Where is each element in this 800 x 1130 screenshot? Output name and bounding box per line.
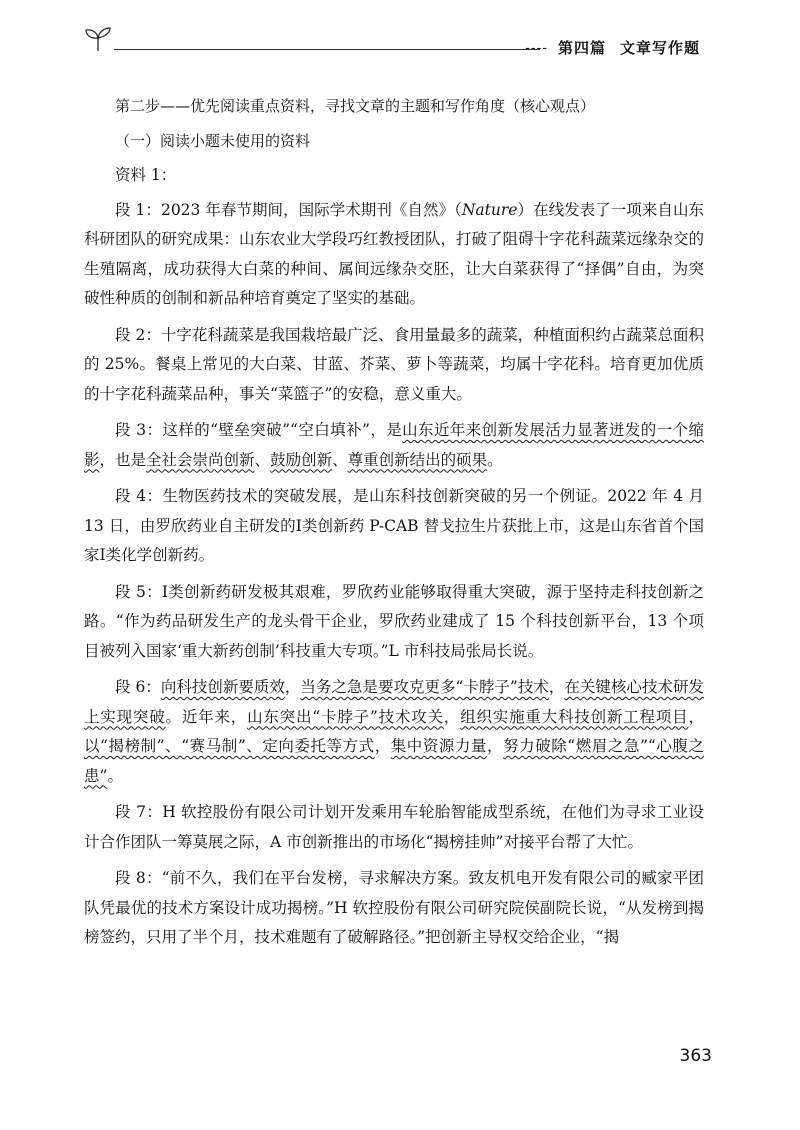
section-title — [558, 37, 700, 58]
header-dashes: ---- — [525, 41, 548, 56]
p3-underline-3: 鼓励创新 — [270, 450, 333, 469]
p6-underline-3: 在关键核心技术研发上实现突破 — [84, 678, 704, 726]
p6-text-o: ， — [487, 737, 504, 755]
paragraph-2: 段 2：十字花科蔬菜是我国栽培最广泛、食用量最多的蔬菜，种植面积约占蔬菜总面积的 25%。餐桌上常见的大白菜、甘蓝、芥菜、萝卜等蔬菜，均属十字花科。培育更加优质的十字花科蔬菜品种，事关“菜篮子”的安稳，意义重大。 — [84, 325, 704, 403]
paragraph-4: 段 4：生物医药技术的突破发展，是山东科技创新突破的另一个例证。2022 年 4 月 13 日，由罗欣药业自主研发的Ⅰ类创新药 P-CAB 替戈拉生片获批上市，这是山东省首个国家Ⅰ类化学创新药。 — [84, 487, 704, 564]
p6-text-m: ， — [374, 737, 391, 755]
paragraph-3 — [84, 416, 704, 475]
step-heading: 第二步——优先阅读重点资料，寻找文章的主题和写作角度（核心观点） — [115, 97, 596, 115]
p3-text-e: 、 — [254, 450, 271, 469]
page-number: 363 — [679, 1046, 712, 1066]
p6-text-e: ， — [548, 678, 565, 696]
p3-text-a: 段 3：这样的“壁垒突破”“空白填补”，是 — [115, 421, 403, 439]
page-body — [84, 92, 704, 960]
p3-underline-4: 尊重创新结出的硕果 — [347, 450, 488, 469]
paragraph-8: 段 8：“前不久，我们在平台发榜，寻求解决方案。致友机电开发有限公司的臧家平团队凭最优的技术方案设计成功揭榜。”H 软控股份有限公司研究院侯副院长说，“从发榜到揭榜签约，只用了半个月，技术难题有了破解路径。”把创新主导权交给企业，“揭 — [84, 869, 704, 946]
header-rule — [114, 49, 540, 50]
p1-text-a: 段 1：2023 年春节期间，国际学术期刊《自然》（ — [115, 200, 462, 219]
p6-underline-6: 以“揭榜制”、“赛马制”、定向委托等方式 — [84, 737, 375, 755]
p6-underline-5: 组织实施重大科技创新工程项目 — [460, 707, 689, 726]
p3-text-c: ，也是 — [99, 450, 147, 469]
p6-text-i: ， — [443, 707, 461, 726]
p3-underline-1: 山东近年来创新发展活力显著迸发的一个缩影 — [84, 421, 704, 469]
p3-underline-2: 全社会崇尚创新 — [146, 450, 255, 469]
p6-underline-4: 山东突出“卡脖子”技术攻关 — [247, 707, 444, 726]
chapter-label: 文章写作题 — [619, 39, 700, 57]
p6-text-q: 。 — [107, 766, 123, 785]
sub-heading: （一）阅读小题未使用的资料 — [115, 131, 311, 150]
p6-underline-1: 向科技创新要质效 — [160, 678, 285, 696]
p3-text-i: 。 — [487, 450, 503, 469]
paragraph-6 — [84, 673, 704, 791]
p6-underline-2: 当务之急是要攻克更多“卡脖子”技术 — [300, 678, 549, 696]
p6-text-a: 段 6： — [115, 678, 161, 696]
p1-text-c: ）在线发表了一项来自山东科研团队的研究成果：山东农业大学段巧红教授团队，打破了阻碍十字花科蔬菜远缘杂交的生殖隔离，成功获得大白菜的种间、属间远缘杂交胚，让大白菜获得了“择偶”自由，为突破性种质的创制和新品种培育奠定了坚实的基础。 — [84, 200, 705, 307]
paragraph-7: 段 7：H 软控股份有限公司计划开发乘用车轮胎智能成型系统，在他们为寻求工业设计合作团队一筹莫展之际，A 市创新推出的市场化“揭榜挂帅”对接平台帮了大忙。 — [84, 803, 704, 851]
p3-text-g: 、 — [332, 450, 348, 469]
p1-nature: Nature — [461, 200, 518, 219]
material-label: 资料 1： — [115, 166, 177, 184]
p6-text-k: ， — [688, 707, 704, 726]
paragraph-5: 段 5：Ⅰ类创新药研发极其艰难，罗欣药业能够取得重大突破，源于坚持走科技创新之路。“作为药品研发生产的龙头骨干企业，罗欣药业建成了 15 个科技创新平台，13 个项目被列入国家‘重大新药创制’科技重大专项。”L 市科技局张局长说。 — [84, 582, 704, 660]
page-header — [84, 20, 700, 60]
paragraph-1 — [84, 196, 704, 314]
sprout-icon — [84, 26, 112, 56]
p6-underline-7: 集中资源力量 — [390, 737, 488, 755]
p6-text-g: 。近年来， — [165, 707, 248, 726]
p6-underline-8: 努力破除“燃眉之急”“心腹之患” — [84, 737, 704, 785]
p6-text-c: ， — [284, 678, 301, 696]
part-label: 第四篇 — [557, 39, 606, 57]
